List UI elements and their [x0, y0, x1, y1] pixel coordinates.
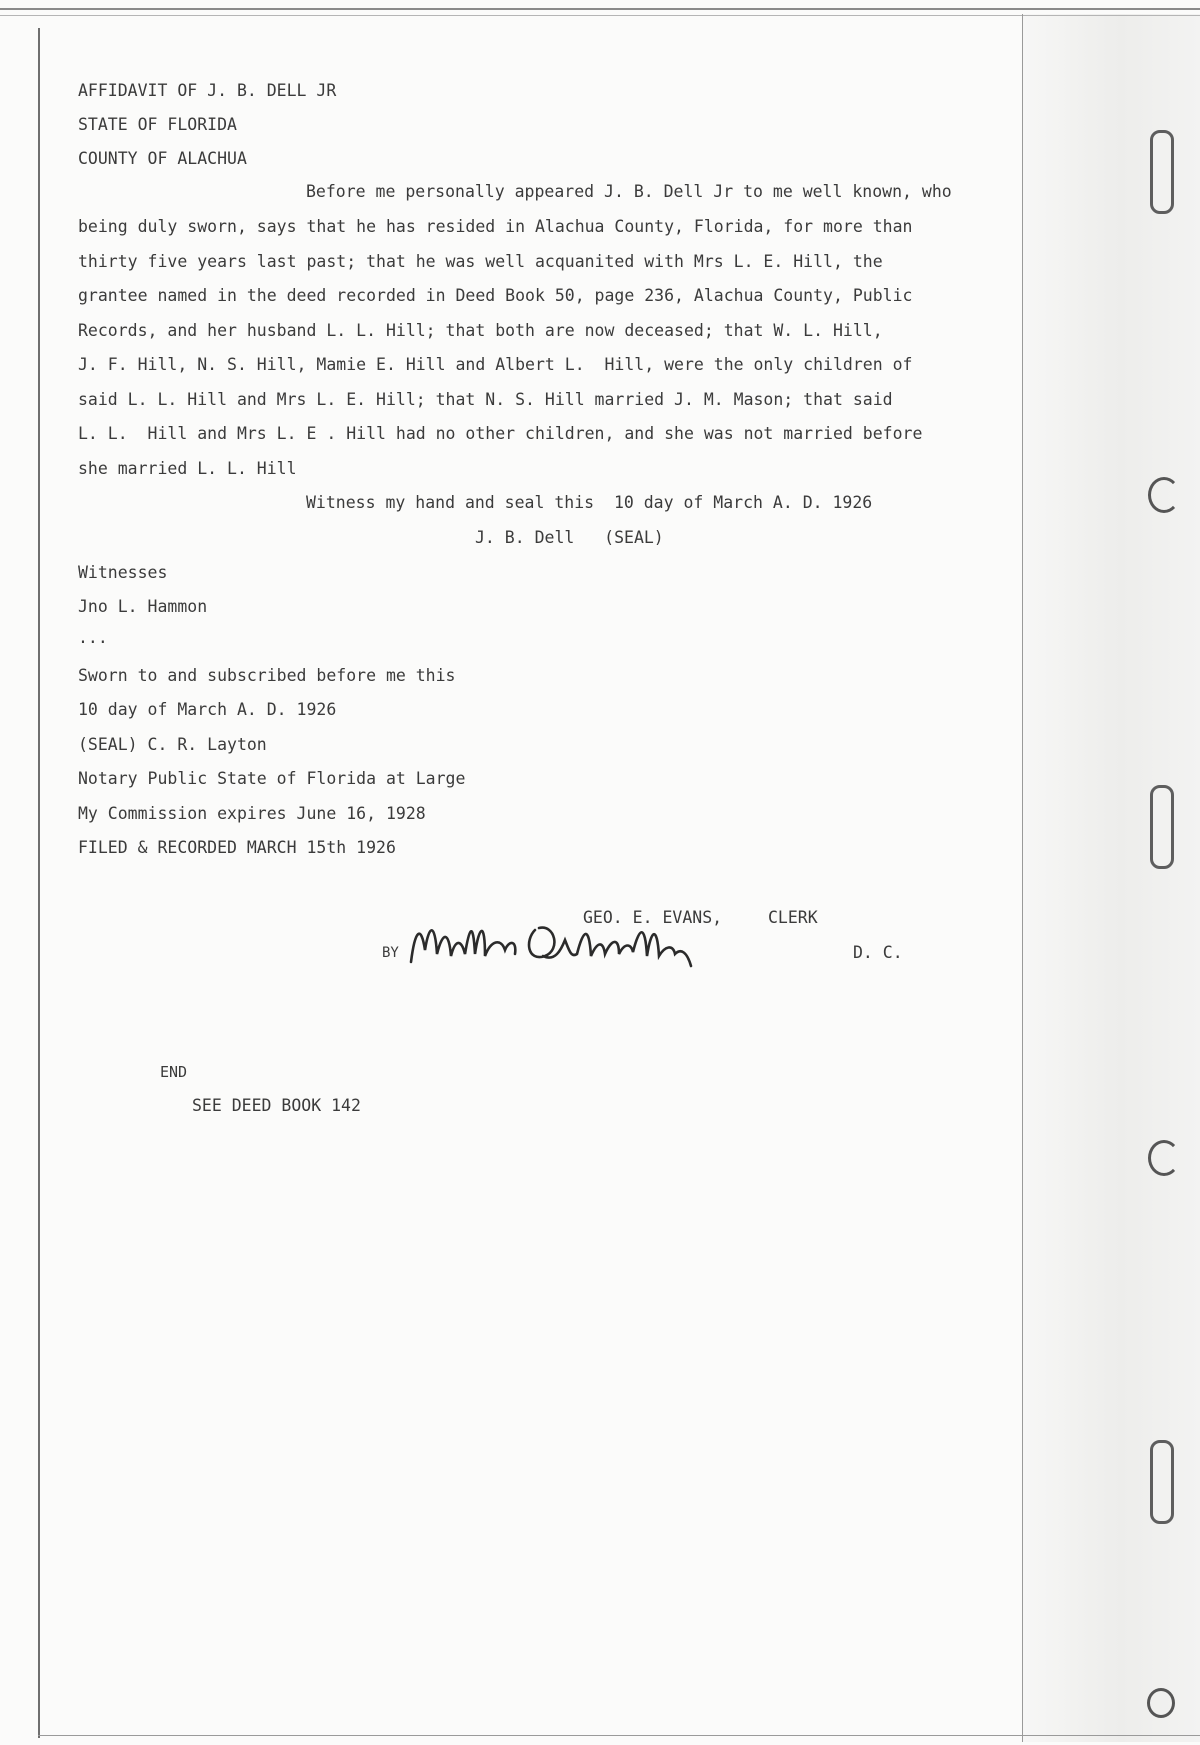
- body-text-line: Records, and her husband L. L. Hill; that both are now deceased; that W. L. Hill,: [78, 321, 883, 340]
- witness-name: Jno L. Hammon: [78, 597, 208, 616]
- binder-slot-icon: [1150, 130, 1174, 214]
- body-text-line: said L. L. Hill and Mrs L. E. Hill; that N. S. Hill married J. M. Mason; that said: [78, 390, 893, 409]
- binder-ring-icon: [1148, 1140, 1180, 1176]
- right-margin-line: [1022, 14, 1023, 1742]
- binder-slot-icon: [1150, 785, 1174, 869]
- filing-record: FILED & RECORDED MARCH 15th 1926: [78, 838, 396, 857]
- top-border: [0, 8, 1200, 16]
- binder-ring-icon: [1148, 477, 1180, 513]
- county-line: COUNTY OF ALACHUA: [78, 149, 247, 168]
- body-text-line: L. L. Hill and Mrs L. E . Hill had no other children, and she was not married before: [78, 424, 923, 443]
- jurat-date: 10 day of March A. D. 1926: [78, 700, 337, 719]
- clerk-title: CLERK: [768, 908, 818, 927]
- body-text-line: J. F. Hill, N. S. Hill, Mamie E. Hill and Albert L. Hill, were the only children of: [78, 355, 913, 374]
- binder-ring-icon: [1147, 1688, 1175, 1718]
- body-text-line: grantee named in the deed recorded in Deed Book 50, page 236, Alachua County, Public: [78, 286, 913, 305]
- jurat-line: Sworn to and subscribed before me this: [78, 666, 456, 685]
- notary-signature: (SEAL) C. R. Layton: [78, 735, 267, 754]
- end-marker: END: [160, 1063, 188, 1081]
- ellipsis-mark: ...: [78, 628, 108, 647]
- binder-slot-icon: [1150, 1440, 1174, 1524]
- affiant-signature: J. B. Dell (SEAL): [475, 528, 664, 547]
- clerk-name: GEO. E. EVANS,: [583, 908, 723, 927]
- witnesses-heading: Witnesses: [78, 563, 168, 582]
- affidavit-title: AFFIDAVIT OF J. B. DELL JR: [78, 81, 337, 100]
- body-text-line: she married L. L. Hill: [78, 459, 297, 478]
- notary-title: Notary Public State of Florida at Large: [78, 769, 466, 788]
- bottom-border: [38, 1735, 1200, 1736]
- commission-expiry: My Commission expires June 16, 1928: [78, 804, 426, 823]
- witness-clause: Witness my hand and seal this 10 day of March A. D. 1926: [306, 493, 873, 512]
- handwritten-signature: [405, 910, 725, 980]
- left-border: [38, 28, 40, 1738]
- deputy-clerk-label: D. C.: [853, 943, 903, 962]
- by-label: BY: [382, 945, 399, 961]
- cross-reference: SEE DEED BOOK 142: [192, 1096, 361, 1115]
- body-text-line: Before me personally appeared J. B. Dell Jr to me well known, who: [306, 182, 952, 201]
- state-line: STATE OF FLORIDA: [78, 115, 237, 134]
- body-text-line: thirty five years last past; that he was well acquanited with Mrs L. E. Hill, the: [78, 252, 883, 271]
- body-text-line: being duly sworn, says that he has resided in Alachua County, Florida, for more than: [78, 217, 913, 236]
